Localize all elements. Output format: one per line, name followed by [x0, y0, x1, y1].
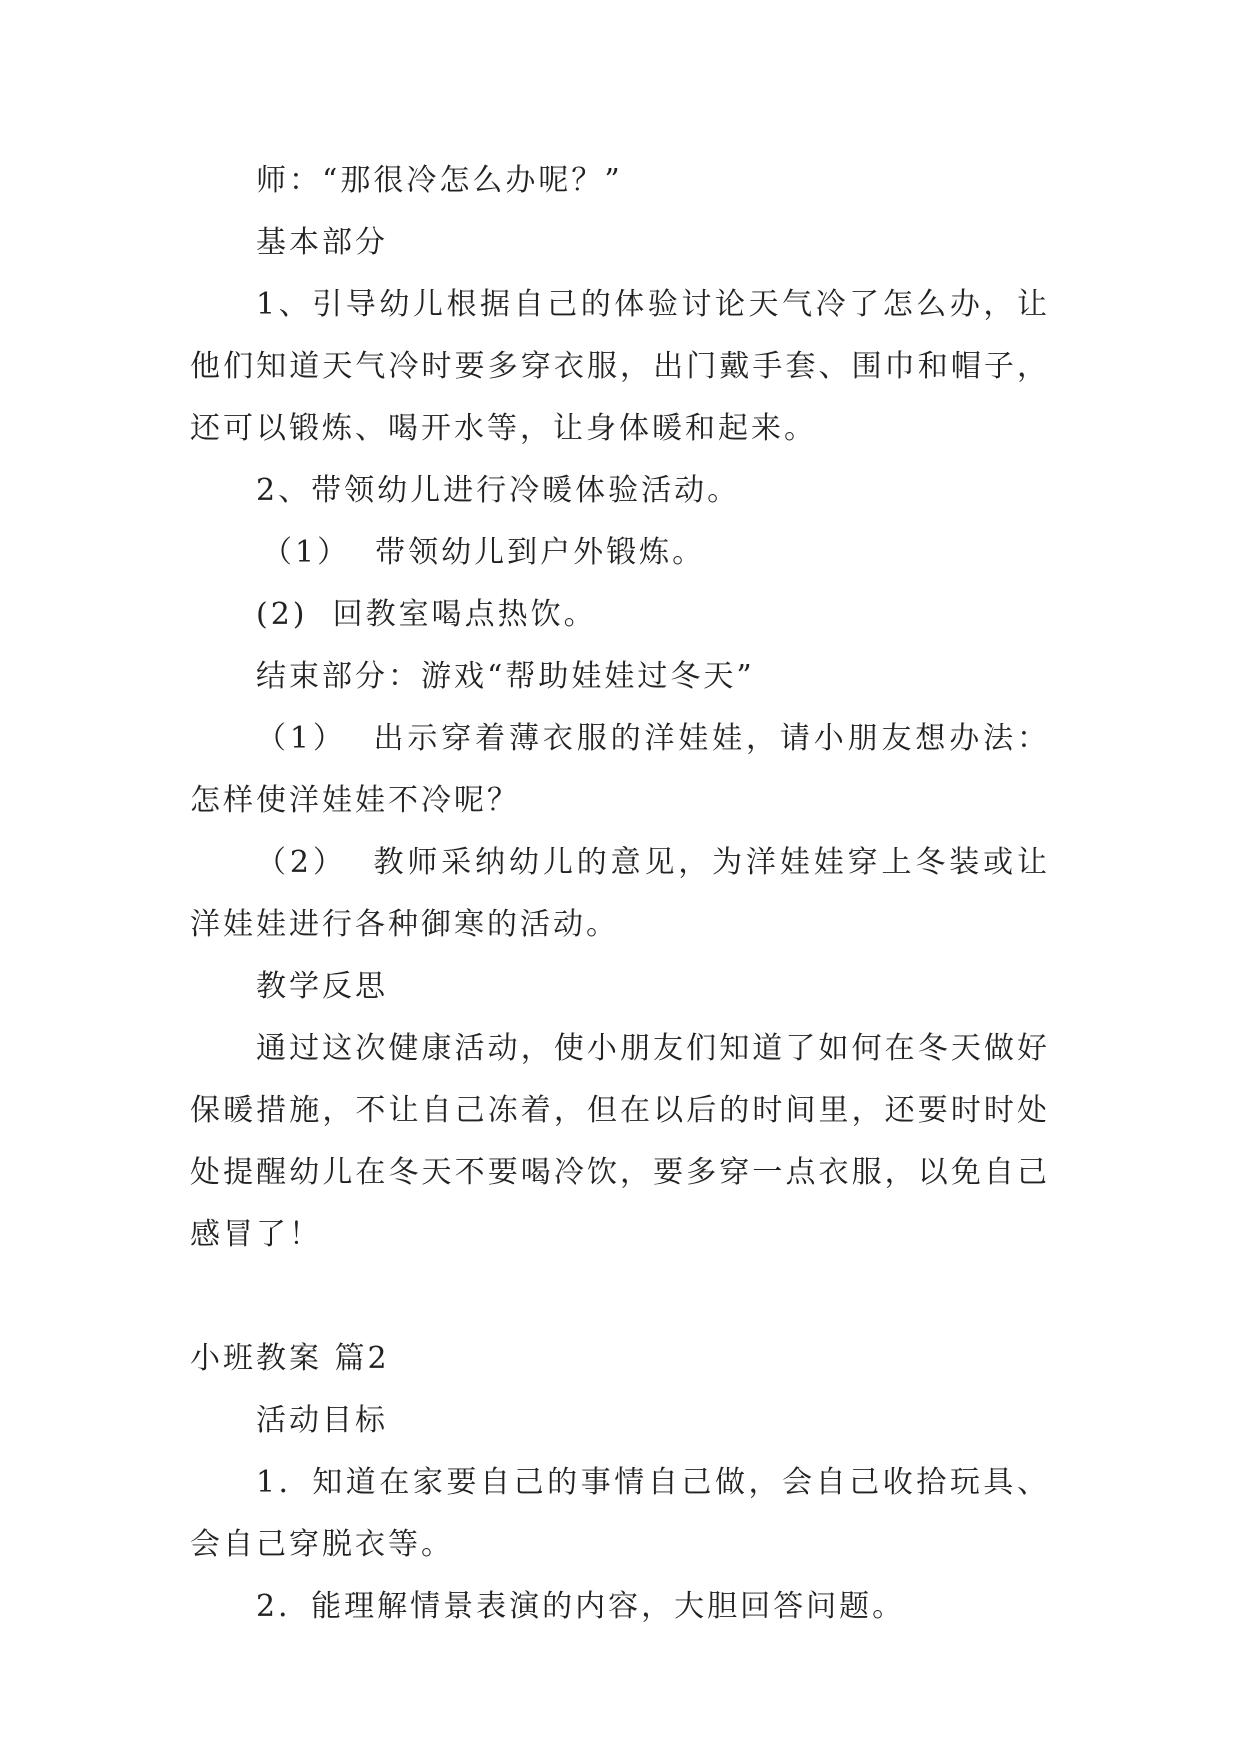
reflection-paragraph: 通过这次健康活动，使小朋友们知道了如何在冬天做好保暖措施，不让自己冻着，但在以后的时间里，还要时时处处提醒幼儿在冬天不要喝冷饮，要多穿一点衣服，以免自己感冒了！ [190, 1031, 1050, 1252]
game-step-1: （1） 出示穿着薄衣服的洋娃娃，请小朋友想办法：怎样使洋娃娃不冷呢？ [190, 721, 1050, 818]
goal-2: 2．能理解情景表演的内容，大胆回答问题。 [256, 1589, 906, 1624]
document-page [190, 150, 1050, 1638]
lesson-heading: 小班教案 篇2 [190, 1341, 390, 1376]
game-step-2: （2） 教师采纳幼儿的意见，为洋娃娃穿上冬装或让洋娃娃进行各种御寒的活动。 [190, 845, 1050, 942]
substep-2: (2) 回教室喝点热饮。 [256, 597, 597, 632]
section-title-ending: 结束部分：游戏“帮助娃娃过冬天” [256, 659, 755, 694]
step-2-paragraph: 2、带领幼儿进行冷暖体验活动。 [256, 473, 741, 508]
section-title-goals: 活动目标 [256, 1403, 388, 1438]
step-1-paragraph: 1、引导幼儿根据自己的体验讨论天气冷了怎么办，让他们知道天气冷时要多穿衣服，出门戴手套、围巾和帽子，还可以锻炼、喝开水等，让身体暖和起来。 [190, 287, 1050, 446]
substep-1: （1） 带领幼儿到户外锻炼。 [262, 535, 706, 570]
section-title-basic: 基本部分 [256, 225, 388, 260]
goal-1: 1．知道在家要自己的事情自己做，会自己收拾玩具、会自己穿脱衣等。 [190, 1465, 1050, 1562]
section-title-reflection: 教学反思 [256, 969, 388, 1004]
dialogue-line: 师：“那很冷怎么办呢？” [256, 163, 623, 198]
